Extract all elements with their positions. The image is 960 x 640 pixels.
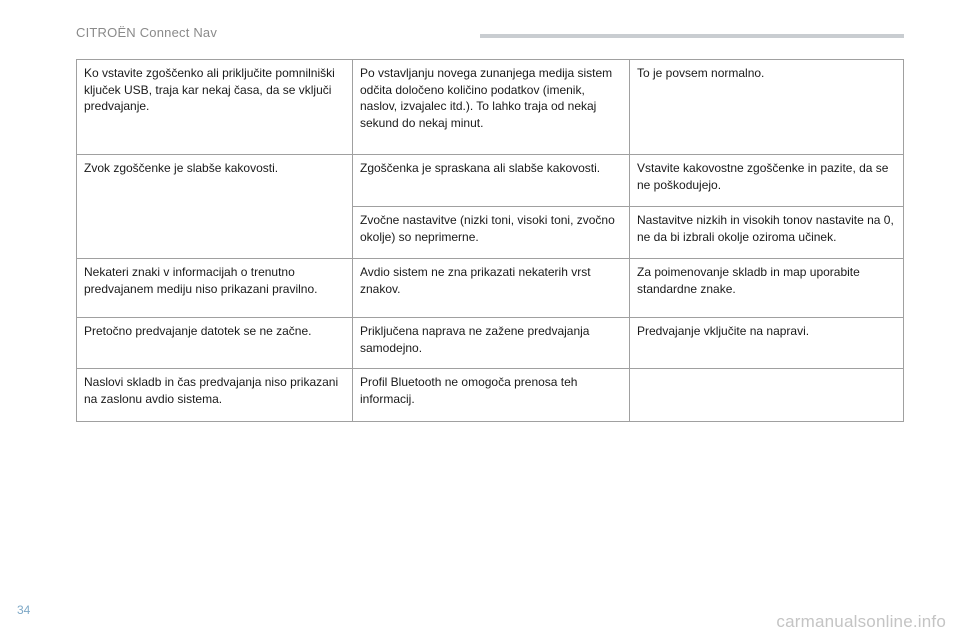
question-cell: Naslovi skladb in čas predvajanja niso prikazani na zaslonu avdio sistema. [77,369,353,422]
solution-cell: Vstavite kakovostne zgoščenke in pazite, da se ne poškodujejo. [630,155,904,207]
page-number: 34 [17,603,31,617]
question-cell: Zvok zgoščenke je slabše kakovosti. [77,155,353,259]
solution-cell [630,369,904,422]
cause-cell: Zvočne nastavitve (nizki toni, visoki toni, zvočno okolje) so neprimerne. [353,207,630,259]
question-cell: Nekateri znaki v informacijah o trenutno predvajanem mediju niso prikazani pravilno. [77,259,353,318]
table-row [77,155,904,207]
table-row [77,369,904,422]
solution-cell: Za poimenovanje skladb in map uporabite standardne znake. [630,259,904,318]
solution-cell: To je povsem normalno. [630,60,904,155]
solution-cell: Nastavitve nizkih in visokih tonov nastavite na 0, ne da bi izbrali okolje oziroma učinek. [630,207,904,259]
question-cell: Pretočno predvajanje datotek se ne začne. [77,318,353,369]
cause-cell: Zgoščenka je spraskana ali slabše kakovosti. [353,155,630,207]
cause-cell: Po vstavljanju novega zunanjega medija sistem odčita določeno količino podatkov (imenik, naslov, izvajalec itd.). To lahko traja od nekaj sekund do nekaj minut. [353,60,630,155]
header-divider-bar [480,34,904,38]
table-row [77,60,904,155]
cause-cell: Profil Bluetooth ne omogoča prenosa teh informacij. [353,369,630,422]
watermark-text: carmanualsonline.info [776,612,946,631]
troubleshooting-table [76,59,904,422]
document-header-title: CITROËN Connect Nav [76,25,218,40]
solution-cell: Predvajanje vključite na napravi. [630,318,904,369]
cause-cell: Priključena naprava ne zažene predvajanja samodejno. [353,318,630,369]
question-cell: Ko vstavite zgoščenko ali priključite pomnilniški ključek USB, traja kar nekaj časa, da se vključi predvajanje. [77,60,353,155]
table-row [77,259,904,318]
table-row [77,318,904,369]
cause-cell: Avdio sistem ne zna prikazati nekaterih vrst znakov. [353,259,630,318]
